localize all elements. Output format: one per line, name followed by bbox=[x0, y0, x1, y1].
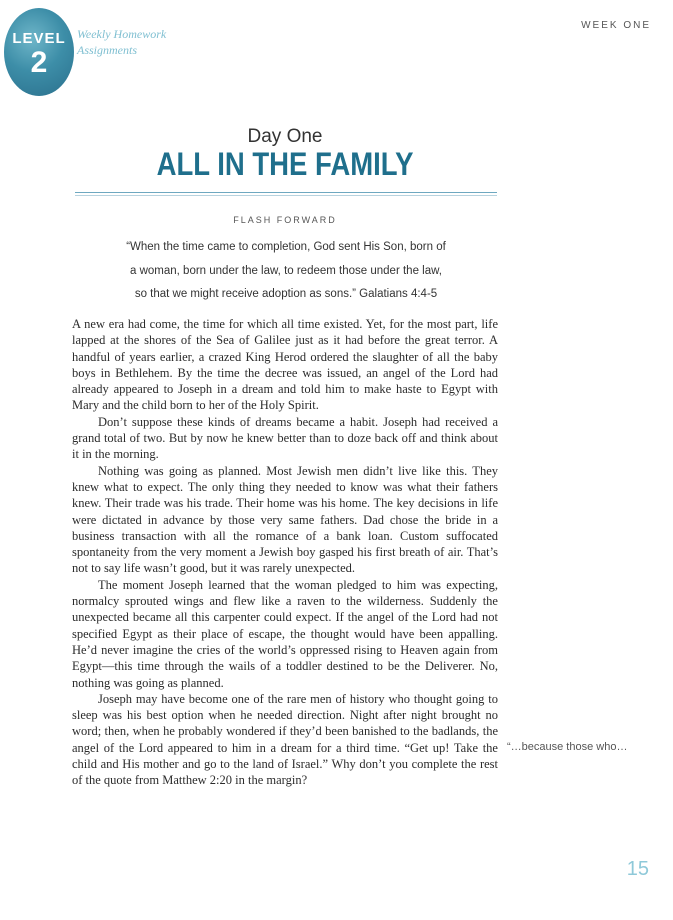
scripture-quote bbox=[86, 236, 486, 307]
body-text bbox=[72, 316, 498, 789]
chapter-title: ALL IN THE FAMILY bbox=[156, 146, 414, 182]
paragraph: Nothing was going as planned. Most Jewish men didn’t live like this. They knew what to expect. The only thing they needed to know was what their fathers knew. Their trade was his trade. Their home was his home. The key decisions in life were dictated in advance by those very same fathers. Dad chose the bride in a business transaction with all the romance of a bank loan. Custom suffocated spontaneity from the very moment a Jewish boy gasped his first breath of air. That’s not to say life wasn’t good, but it was rarely unexpected. bbox=[72, 463, 498, 576]
week-label: WEEK ONE bbox=[581, 20, 651, 31]
badge-level-text: LEVEL bbox=[12, 30, 66, 47]
title-divider-secondary bbox=[75, 195, 497, 196]
badge-level-number: 2 bbox=[30, 46, 48, 79]
paragraph: A new era had come, the time for which all time existed. Yet, for the most part, life lapped at the shores of the Sea of Galilee just as it had before the great terror. A handful of years earlier, a crazed King Herod ordered the slaughter of all the baby boys in Bethlehem. By the time the decree was issued, an angel of the Lord had already appeared to Joseph in a dream and told him to make haste to Egypt with Mary and the child born to her of the Holy Spirit. bbox=[72, 317, 498, 413]
verse-line: so that we might receive adoption as sons.” Galatians 4:4-5 bbox=[134, 288, 438, 300]
verse-line: a woman, born under the law, to redeem those under the law, bbox=[130, 264, 442, 277]
verse-line: “When the time came to completion, God sent His Son, born of bbox=[126, 241, 446, 253]
paragraph: Joseph may have become one of the rare men of history who thought going to sleep was his best option when he needed direction. Night after night brought no word; then, when he probably wondered if they’d been banished to the badlands, the angel of the Lord appeared to him in a dream for a third time. “Get up! Take the child and His mother and go to the land of Israel.” Why don’t you complete the rest of the quote from Matthew 2:20 in the margin? bbox=[72, 691, 498, 788]
page-number: 15 bbox=[626, 858, 649, 880]
level-badge bbox=[4, 8, 74, 96]
paragraph: The moment Joseph learned that the woman pledged to him was expecting, normalcy sprouted wings and flew like a raven to the wilderness. Suddenly the unexpected became all this carpenter could expect. If the angel of the Lord had not specified Egypt as their place of escape, the thought would have been appalling. He’d never imagine the cries of the world’s oppressed rising to Heaven again from Egypt—this time through the wails of a toddler destined to be the Deliverer. No, nothing was going as planned. bbox=[72, 577, 498, 690]
paragraph: Don’t suppose these kinds of dreams became a habit. Joseph had received a grand total of two. But by now he knew better than to doze back off and think about it in the morning. bbox=[72, 414, 498, 462]
section-heading: FLASH FORWARD bbox=[233, 215, 337, 225]
day-label: Day One bbox=[247, 126, 323, 147]
margin-note: “…because those who… bbox=[507, 741, 628, 753]
title-divider bbox=[75, 192, 497, 193]
series-title: Weekly Homework Assignments bbox=[77, 27, 167, 57]
